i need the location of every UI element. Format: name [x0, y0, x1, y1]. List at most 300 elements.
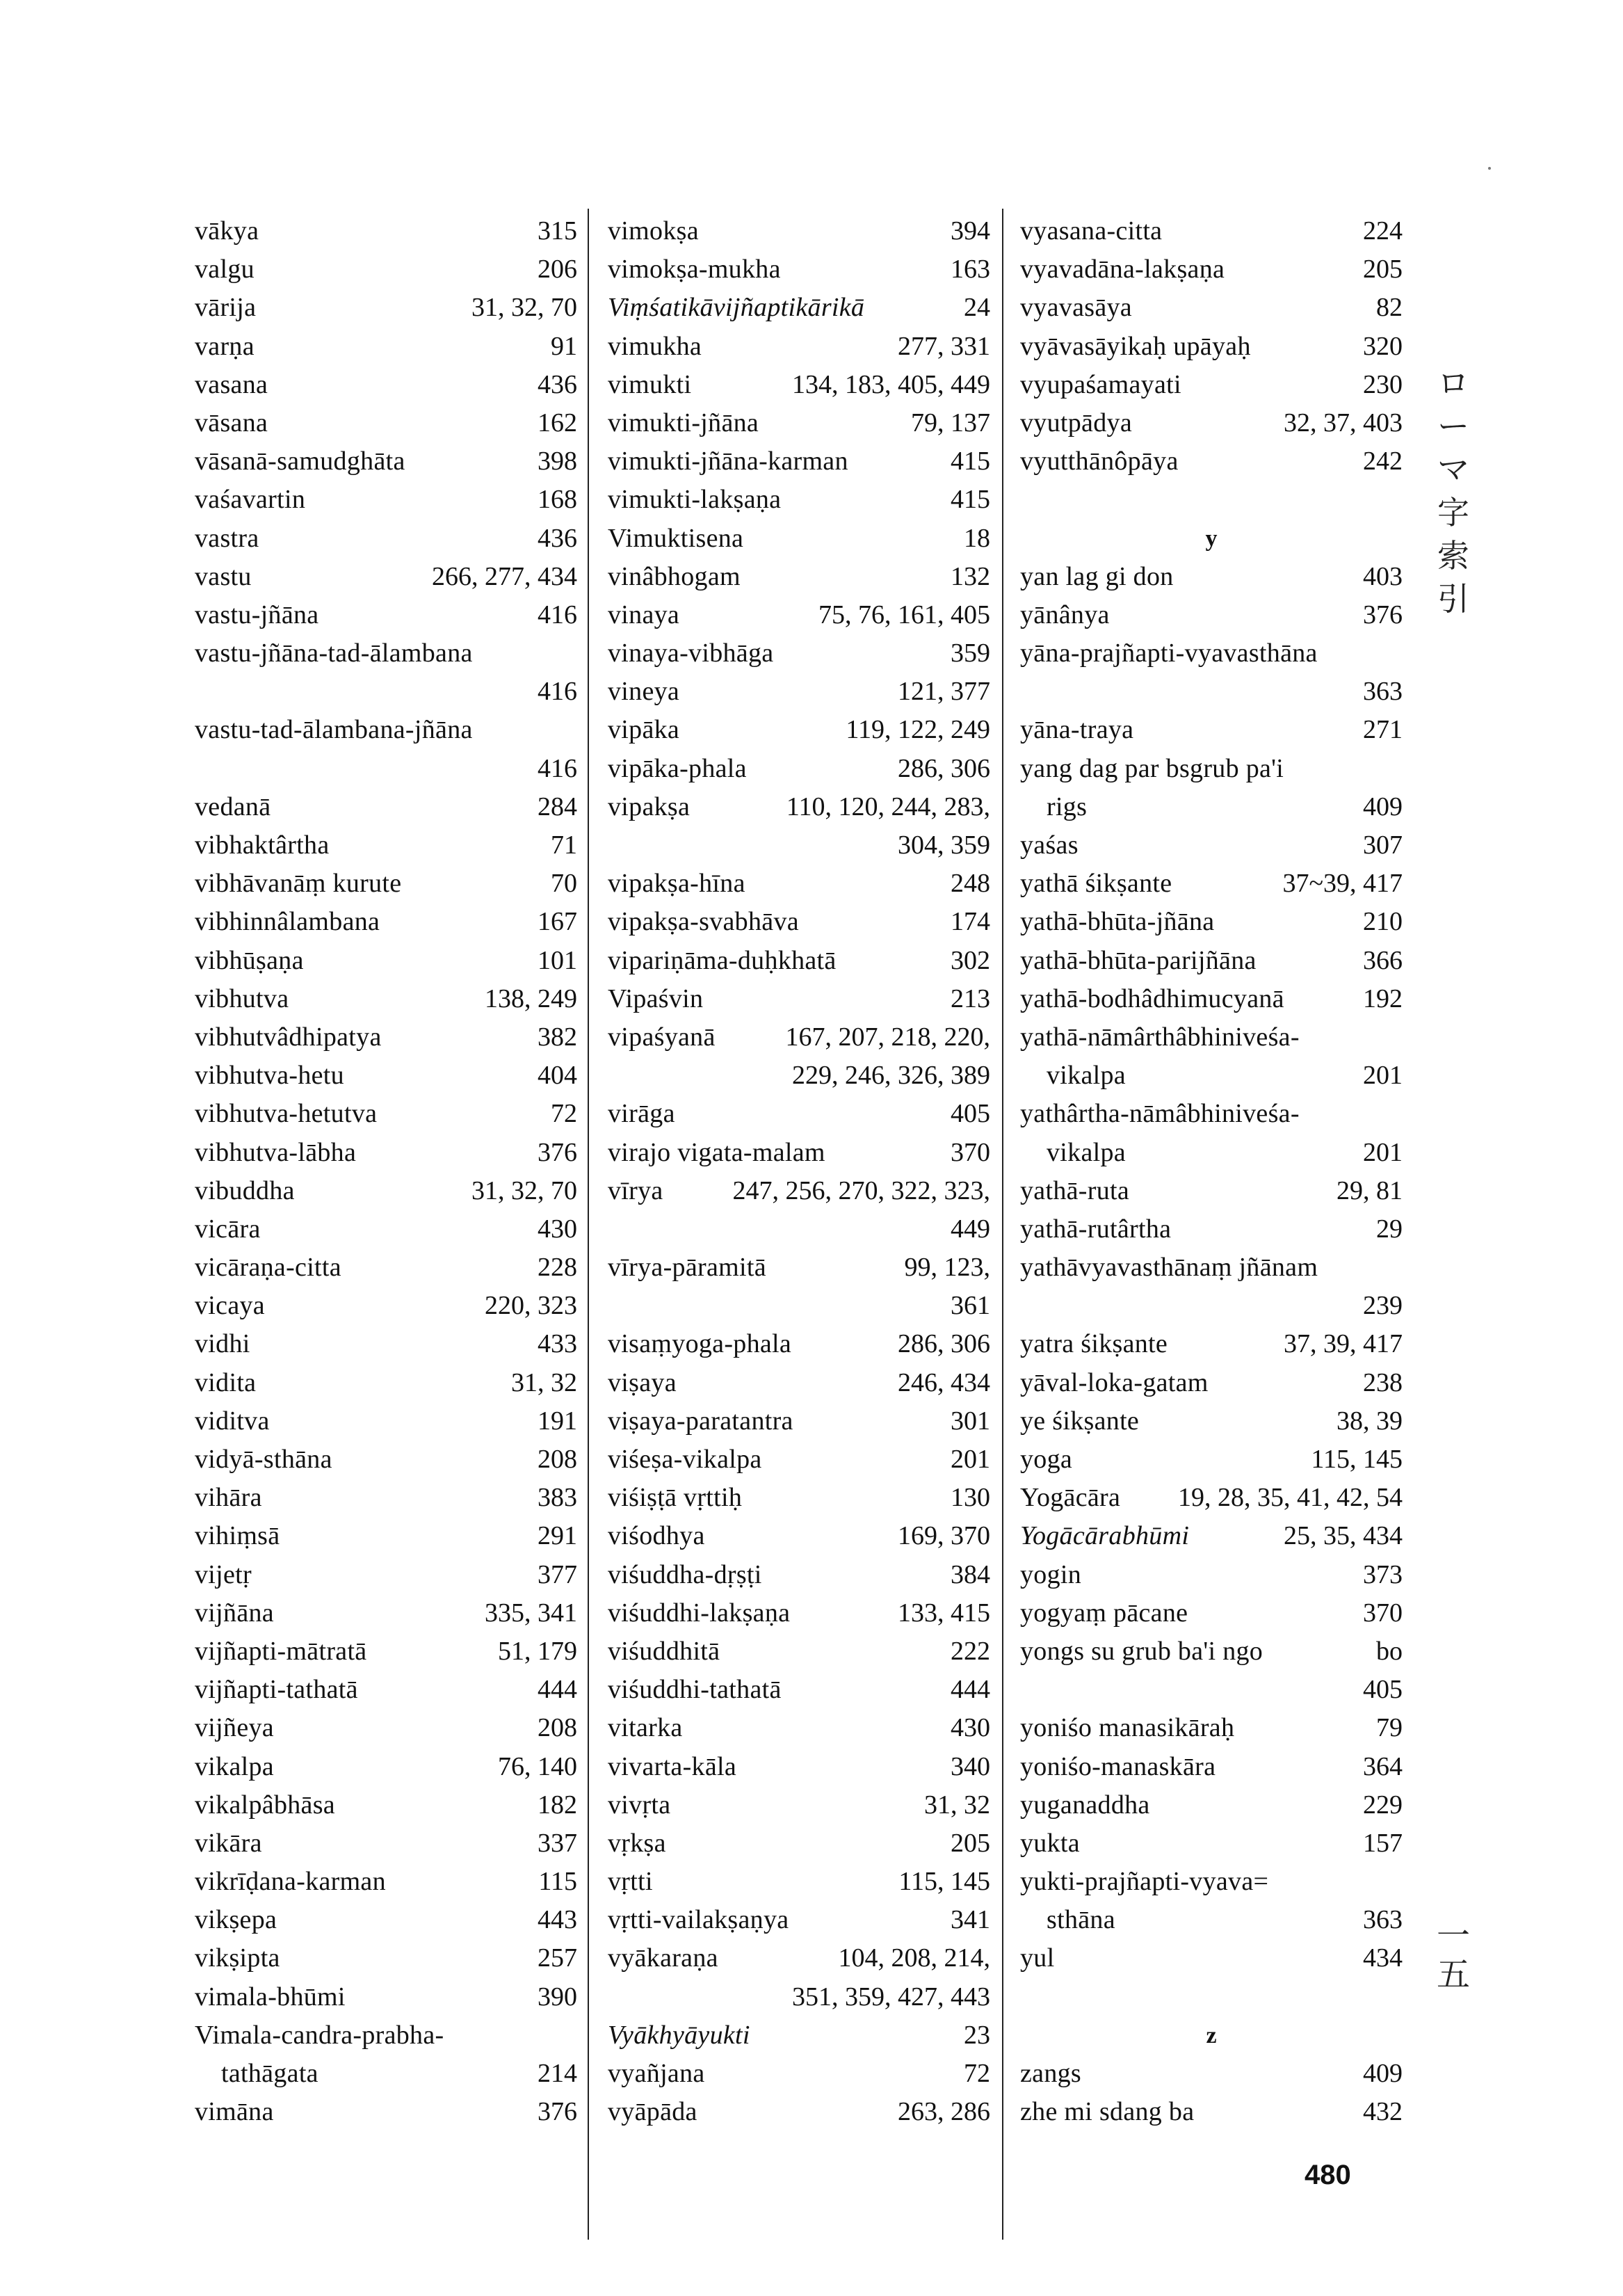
section-letter: [1020, 520, 1403, 558]
entry-term: yogin: [1020, 1559, 1082, 1589]
index-entry: [608, 481, 990, 519]
index-entry: [195, 1632, 577, 1671]
entry-term: vipakṣa-svabhāva: [608, 907, 799, 937]
index-entry: [1020, 1824, 1403, 1863]
entry-term: viśeṣa-vikalpa: [608, 1445, 762, 1474]
index-entry: [1020, 328, 1403, 366]
index-entry: [608, 1824, 990, 1863]
entry-term: vibuddha: [195, 1175, 295, 1205]
entry-term: vyupaśamayati: [1020, 369, 1181, 399]
index-continuation: [1020, 481, 1403, 519]
index-entry: [1020, 750, 1403, 788]
entry-pages: 91: [551, 331, 577, 361]
entry-pages: 163: [951, 255, 990, 284]
entry-pages: 99, 123,: [904, 1253, 990, 1283]
entry-pages: 213: [951, 984, 990, 1013]
index-entry: [1020, 1748, 1403, 1786]
entry-term: vāsanā-samudghāta: [195, 447, 405, 476]
entry-pages: 208: [538, 1445, 577, 1474]
index-entry: [608, 788, 990, 826]
entry-pages: 444: [951, 1675, 990, 1705]
index-entry: [195, 1556, 577, 1594]
entry-term: vimala-bhūmi: [195, 1982, 346, 2012]
index-continuation: [1020, 1978, 1403, 2016]
index-entry: [1020, 1018, 1403, 1057]
entry-pages: 370: [1363, 1598, 1403, 1628]
entry-pages: 409: [1363, 792, 1403, 821]
index-entry: [1020, 442, 1403, 481]
entry-pages: 210: [1363, 907, 1403, 937]
entry-term: vikalpa: [195, 1751, 274, 1781]
entry-pages: 82: [1376, 293, 1403, 323]
index-entry: [608, 1325, 990, 1363]
entry-pages: 168: [538, 485, 577, 515]
entry-pages: 416: [538, 753, 577, 783]
entry-pages: 383: [538, 1483, 577, 1513]
entry-pages: 76, 140: [498, 1751, 577, 1781]
index-entry: [195, 1863, 577, 1901]
entry-pages: 341: [951, 1905, 990, 1935]
index-entry: [195, 1210, 577, 1249]
index-entry: [608, 1018, 990, 1057]
entry-term: vijñāna: [195, 1598, 274, 1628]
entry-term: vyavadāna-lakṣaṇa: [1020, 255, 1225, 284]
index-entry: [1020, 596, 1403, 634]
entry-term: vibhūṣaṇa: [195, 945, 304, 975]
entry-term: varṇa: [195, 331, 255, 361]
index-entry: [608, 1939, 990, 1977]
entry-term: vārija: [195, 293, 257, 323]
entry-pages: 271: [1363, 715, 1403, 745]
entry-term: yukta: [1020, 1828, 1080, 1858]
index-entry: [195, 1824, 577, 1863]
column-divider: [588, 209, 589, 2240]
index-entry: [1020, 1095, 1403, 1133]
entry-term: vijñapti-tathatā: [195, 1675, 358, 1705]
entry-pages: 361: [951, 1291, 990, 1321]
entry-term: viśuddhi-tathatā: [608, 1675, 782, 1705]
entry-pages: 359: [951, 639, 990, 668]
index-entry: [608, 980, 990, 1018]
entry-term: vibhutva-lābha: [195, 1137, 357, 1167]
index-entry: [195, 520, 577, 558]
entry-term: vaśavartin: [195, 485, 306, 515]
entry-term: vyavasāya: [1020, 293, 1132, 323]
entry-term: vijñeya: [195, 1713, 274, 1743]
entry-term: vṛtti-vailakṣaṇya: [608, 1905, 789, 1935]
entry-term: vāsana: [195, 408, 268, 437]
entry-pages: 335, 341: [485, 1598, 577, 1628]
entry-pages: 444: [538, 1675, 577, 1705]
entry-pages: 31, 32: [511, 1367, 577, 1397]
entry-term: yang dag par bsgrub pa'i: [1020, 753, 1284, 783]
index-entry: [608, 1671, 990, 1709]
entry-pages: 110, 120, 244, 283,: [786, 792, 990, 821]
index-entry: [608, 2093, 990, 2131]
entry-pages: 286, 306: [898, 753, 990, 783]
entry-pages: 220, 323: [485, 1291, 577, 1321]
index-continuation: [608, 1287, 990, 1325]
entry-term: zangs: [1020, 2059, 1082, 2088]
index-entry: [195, 1134, 577, 1172]
side-number-char: 五: [1436, 1955, 1470, 1994]
entry-term: vikalpâbhāsa: [195, 1790, 335, 1820]
entry-pages: 115: [538, 1867, 577, 1897]
side-title-char: 字: [1437, 494, 1469, 531]
entry-term: viśuddha-dṛṣṭi: [608, 1559, 762, 1589]
index-entry: [195, 1364, 577, 1402]
entry-pages: 38, 39: [1337, 1406, 1403, 1436]
index-entry: [195, 596, 577, 634]
index-entry: [195, 442, 577, 481]
section-letter: [1020, 2016, 1403, 2055]
side-title-char: ー: [1437, 408, 1469, 445]
entry-term: vivarta-kāla: [608, 1751, 737, 1781]
index-entry: [608, 1863, 990, 1901]
entry-pages: 201: [951, 1445, 990, 1474]
index-continuation: [1020, 1671, 1403, 1709]
speck: [1488, 167, 1491, 170]
entry-term: viṣaya: [608, 1367, 677, 1397]
entry-pages: 205: [951, 1828, 990, 1858]
entry-term: yan lag gi don: [1020, 561, 1174, 591]
entry-pages: 229: [1363, 1790, 1403, 1820]
entry-term: vinaya-vibhāga: [608, 639, 774, 668]
index-entry: [195, 903, 577, 941]
entry-pages: 405: [951, 1099, 990, 1129]
side-title-char: 索: [1437, 537, 1469, 575]
entry-term: vijñapti-mātratā: [195, 1636, 367, 1666]
entry-term: vibhutvâdhipatya: [195, 1022, 382, 1052]
index-entry: [195, 366, 577, 404]
entry-pages: 415: [951, 485, 990, 515]
entry-term: vyākaraṇa: [608, 1943, 718, 1973]
entry-pages: 229, 246, 326, 389: [792, 1061, 990, 1091]
entry-pages: 247, 256, 270, 322, 323,: [732, 1175, 990, 1205]
index-entry: [1020, 634, 1403, 673]
entry-term: Vipaśvin: [608, 984, 704, 1013]
index-entry: [1020, 1556, 1403, 1594]
entry-pages: 363: [1363, 677, 1403, 707]
entry-term: vibhutva-hetutva: [195, 1099, 378, 1129]
index-entry: [195, 2055, 577, 2093]
entry-pages: 363: [1363, 1905, 1403, 1935]
index-entry: [1020, 2055, 1403, 2093]
index-entry: [1020, 1402, 1403, 1440]
entry-pages: 340: [951, 1751, 990, 1781]
entry-term: visaṃyoga-phala: [608, 1329, 792, 1359]
entry-pages: 191: [538, 1406, 577, 1436]
index-entry: [608, 1748, 990, 1786]
index-entry: [608, 1517, 990, 1555]
index-entry: [608, 2016, 990, 2055]
index-entry: [195, 1440, 577, 1479]
entry-term: vyañjana: [608, 2059, 705, 2088]
entry-pages: 320: [1363, 331, 1403, 361]
entry-pages: 366: [1363, 945, 1403, 975]
entry-pages: bo: [1376, 1636, 1403, 1666]
page-number: 480: [1305, 2160, 1351, 2190]
entry-pages: 167, 207, 218, 220,: [785, 1022, 990, 1052]
index-entry: [608, 1364, 990, 1402]
entry-pages: 138, 249: [485, 984, 577, 1013]
entry-pages: 208: [538, 1713, 577, 1743]
entry-term: viśiṣṭā vṛttiḥ: [608, 1483, 743, 1513]
side-title-char: マ: [1437, 451, 1469, 488]
entry-pages: 315: [538, 216, 577, 246]
entry-term: viṣaya-paratantra: [608, 1406, 793, 1436]
entry-pages: 416: [538, 600, 577, 629]
entry-pages: 284: [538, 792, 577, 821]
index-entry: [195, 1249, 577, 1287]
index-entry: [608, 711, 990, 749]
entry-pages: 214: [538, 2059, 577, 2088]
entry-pages: 157: [1363, 1828, 1403, 1858]
entry-pages: 75, 76, 161, 405: [818, 600, 990, 629]
entry-term: yathāvyavasthānaṃ jñānam: [1020, 1253, 1318, 1283]
entry-pages: 337: [538, 1828, 577, 1858]
index-continuation: [195, 673, 577, 711]
entry-term: yathā-bhūta-jñāna: [1020, 907, 1215, 937]
entry-pages: 79, 137: [911, 408, 990, 437]
entry-pages: 404: [538, 1061, 577, 1091]
entry-pages: 134, 183, 405, 449: [792, 369, 990, 399]
entry-pages: 115, 145: [898, 1867, 990, 1897]
index-entry: [1020, 711, 1403, 749]
entry-pages: 403: [1363, 561, 1403, 591]
section-letter-text: z: [1206, 2022, 1217, 2048]
entry-pages: 436: [538, 523, 577, 553]
entry-term: vipakṣa-hīna: [608, 869, 745, 899]
entry-term: vibhāvanāṃ kurute: [195, 869, 402, 899]
entry-pages: 405: [1363, 1675, 1403, 1705]
entry-term: vipāka-phala: [608, 753, 747, 783]
entry-term: vedanā: [195, 792, 271, 821]
index-entry: [608, 289, 990, 327]
entry-pages: 174: [951, 907, 990, 937]
index-entry: [195, 1287, 577, 1325]
index-entry: [1020, 1440, 1403, 1479]
entry-pages: 430: [538, 1214, 577, 1244]
index-entry: [195, 980, 577, 1018]
entry-pages: 301: [951, 1406, 990, 1436]
entry-term: vineya: [608, 677, 680, 707]
entry-term: vibhaktârtha: [195, 830, 330, 860]
index-entry: [1020, 1709, 1403, 1747]
index-entry: [1020, 404, 1403, 442]
entry-term: vikṣipta: [195, 1943, 280, 1973]
index-entry: [1020, 1901, 1403, 1939]
entry-term: vihiṃsā: [195, 1521, 280, 1551]
entry-pages: 37, 39, 417: [1284, 1329, 1403, 1359]
index-entry: [608, 1249, 990, 1287]
entry-pages: 238: [1363, 1367, 1403, 1397]
entry-term: vimukti-jñāna: [608, 408, 759, 437]
entry-term: yaśas: [1020, 830, 1079, 860]
entry-term: tathāgata: [221, 2059, 318, 2088]
entry-term: viśuddhi-lakṣaṇa: [608, 1598, 791, 1628]
index-entry: [195, 826, 577, 865]
index-entry: [195, 634, 577, 673]
entry-pages: 242: [1363, 447, 1403, 476]
entry-pages: 32, 37, 403: [1284, 408, 1403, 437]
entry-pages: 377: [538, 1559, 577, 1589]
entry-pages: 51, 179: [498, 1636, 577, 1666]
index-entry: [195, 1709, 577, 1747]
index-entry: [195, 1325, 577, 1363]
entry-pages: 224: [1363, 216, 1403, 246]
entry-pages: 182: [538, 1790, 577, 1820]
entry-term: vīrya-pāramitā: [608, 1253, 766, 1283]
entry-term: vidhi: [195, 1329, 250, 1359]
entry-pages: 31, 32: [924, 1790, 990, 1820]
entry-pages: 376: [538, 1137, 577, 1167]
entry-term: vikalpa: [1047, 1061, 1126, 1091]
index-entry: [608, 250, 990, 289]
entry-term: vīrya: [608, 1175, 663, 1205]
entry-term: yathā-rutârtha: [1020, 1214, 1172, 1244]
entry-term: Vimala-candra-prabha-: [195, 2020, 444, 2050]
entry-pages: 23: [964, 2020, 990, 2050]
entry-term: viśuddhitā: [608, 1636, 720, 1666]
entry-pages: 449: [951, 1214, 990, 1244]
entry-term: vimāna: [195, 2097, 274, 2127]
entry-term: vicāra: [195, 1214, 261, 1244]
entry-term: Viṃśatikāvijñaptikārikā: [608, 293, 865, 323]
entry-term: vihāra: [195, 1483, 262, 1513]
entry-pages: 434: [1363, 1943, 1403, 1973]
index-entry: [1020, 1786, 1403, 1824]
index-entry: [195, 328, 577, 366]
index-entry: [195, 711, 577, 749]
entry-term: vyāpāda: [608, 2097, 697, 2127]
entry-term: vastu: [195, 561, 252, 591]
index-entry: [608, 1594, 990, 1632]
index-entry: [1020, 212, 1403, 250]
index-entry: [195, 1479, 577, 1517]
index-entry: [1020, 788, 1403, 826]
index-entry: [195, 1172, 577, 1210]
entry-pages: 409: [1363, 2059, 1403, 2088]
entry-term: vikrīḍana-karman: [195, 1867, 386, 1897]
entry-term: ye śikṣante: [1020, 1406, 1140, 1436]
entry-pages: 443: [538, 1905, 577, 1935]
entry-term: vimukha: [608, 331, 702, 361]
index-entry: [608, 404, 990, 442]
entry-term: vastra: [195, 523, 259, 553]
entry-term: vṛtti: [608, 1867, 653, 1897]
entry-pages: 31, 32, 70: [471, 1175, 577, 1205]
entry-pages: 205: [1363, 255, 1403, 284]
index-entry: [608, 750, 990, 788]
entry-pages: 307: [1363, 830, 1403, 860]
index-entry: [608, 1134, 990, 1172]
index-entry: [1020, 1594, 1403, 1632]
index-entry: [195, 1978, 577, 2016]
index-entry: [608, 1095, 990, 1133]
index-entry: [608, 596, 990, 634]
entry-term: vivṛta: [608, 1790, 671, 1820]
entry-pages: 394: [951, 216, 990, 246]
entry-term: vijetṛ: [195, 1559, 252, 1589]
index-entry: [195, 1018, 577, 1057]
entry-term: yuganaddha: [1020, 1790, 1150, 1820]
entry-pages: 239: [1363, 1291, 1403, 1321]
index-continuation: [608, 826, 990, 865]
entry-pages: 169, 370: [898, 1521, 990, 1551]
entry-pages: 222: [951, 1636, 990, 1666]
entry-pages: 436: [538, 369, 577, 399]
index-entry: [608, 865, 990, 903]
index-column-1: [195, 212, 577, 2131]
index-entry: [608, 328, 990, 366]
entry-term: vipaśyanā: [608, 1022, 716, 1052]
side-title: [1432, 362, 1474, 620]
entry-pages: 248: [951, 869, 990, 899]
entry-term: vibhutva-hetu: [195, 1061, 344, 1091]
entry-pages: 121, 377: [898, 677, 990, 707]
index-entry: [1020, 1325, 1403, 1363]
index-continuation: [195, 750, 577, 788]
index-entry: [608, 673, 990, 711]
index-entry: [195, 1901, 577, 1939]
entry-pages: 398: [538, 447, 577, 476]
entry-term: vipariṇāma-duḥkhatā: [608, 945, 837, 975]
side-title-char: ロ: [1437, 364, 1469, 402]
entry-pages: 390: [538, 1982, 577, 2012]
entry-term: vikalpa: [1047, 1137, 1126, 1167]
index-entry: [1020, 903, 1403, 941]
entry-pages: 192: [1363, 984, 1403, 1013]
entry-term: yongs su grub ba'i ngo: [1020, 1636, 1263, 1666]
entry-pages: 376: [1363, 600, 1403, 629]
entry-pages: 364: [1363, 1751, 1403, 1781]
entry-pages: 201: [1363, 1061, 1403, 1091]
index-entry: [195, 1057, 577, 1095]
entry-pages: 25, 35, 434: [1284, 1521, 1403, 1551]
entry-term: vimukti-jñāna-karman: [608, 447, 848, 476]
entry-pages: 370: [951, 1137, 990, 1167]
index-entry: [608, 1901, 990, 1939]
entry-pages: 286, 306: [898, 1329, 990, 1359]
index-entry: [195, 1402, 577, 1440]
entry-term: vasana: [195, 369, 268, 399]
index-entry: [195, 289, 577, 327]
index-entry: [608, 520, 990, 558]
entry-term: yāna-prajñapti-vyavasthāna: [1020, 639, 1318, 668]
entry-term: yathā-nāmârthâbhiniveśa-: [1020, 1022, 1300, 1052]
entry-pages: 162: [538, 408, 577, 437]
entry-term: yathā-bodhâdhimucyanā: [1020, 984, 1284, 1013]
index-entry: [195, 788, 577, 826]
index-continuation: [608, 1057, 990, 1095]
entry-pages: 19, 28, 35, 41, 42, 54: [1178, 1483, 1403, 1513]
entry-pages: 291: [538, 1521, 577, 1551]
entry-term: yul: [1020, 1943, 1055, 1973]
index-entry: [195, 1517, 577, 1555]
entry-term: vastu-tad-ālambana-jñāna: [195, 715, 473, 745]
entry-term: yatra śikṣante: [1020, 1329, 1168, 1359]
index-entry: [608, 558, 990, 596]
index-entry: [1020, 1134, 1403, 1172]
entry-term: yāval-loka-gatam: [1020, 1367, 1209, 1397]
side-page-number: [1432, 1916, 1474, 1994]
entry-term: vyasana-citta: [1020, 216, 1163, 246]
entry-term: rigs: [1047, 792, 1088, 821]
entry-term: sthāna: [1047, 1905, 1115, 1935]
index-entry: [1020, 1479, 1403, 1517]
entry-pages: 351, 359, 427, 443: [792, 1982, 990, 2012]
